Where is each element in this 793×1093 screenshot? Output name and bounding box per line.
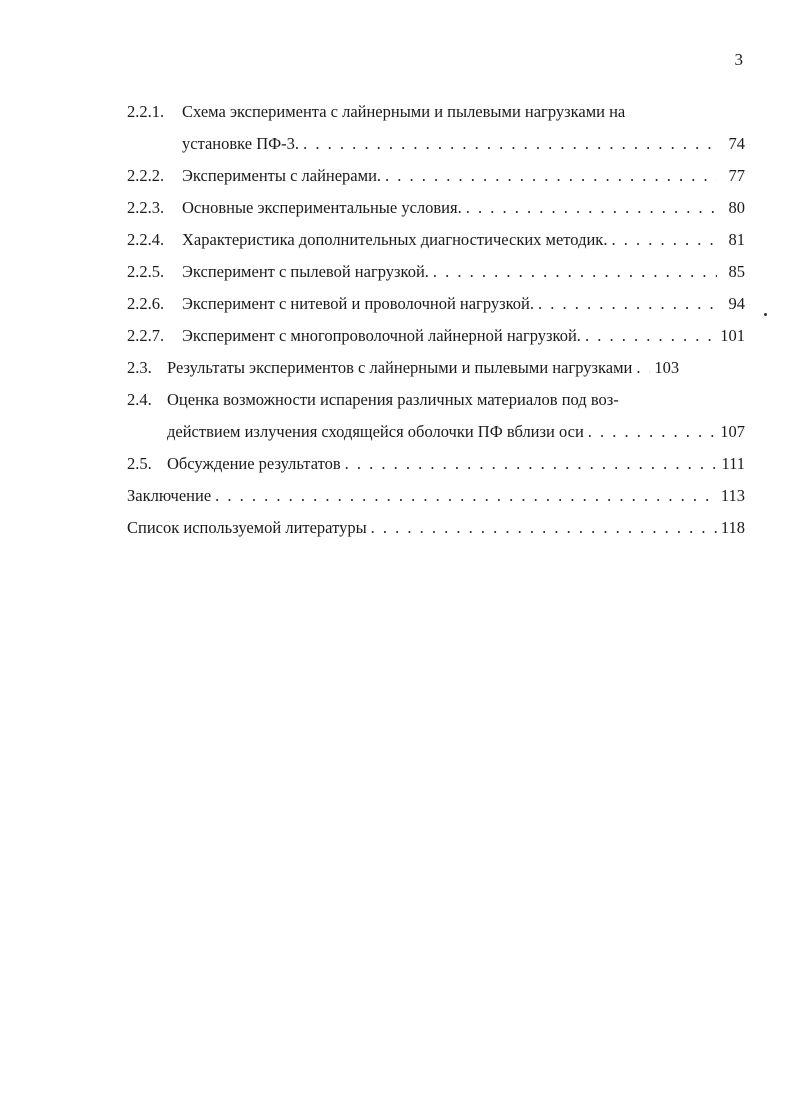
toc-entry-page: 118 xyxy=(720,518,745,537)
toc-entry-page: 94 xyxy=(728,294,745,313)
toc-entry-title: Эксперимент с нитевой и проволочной нагрузкой. xyxy=(182,294,535,313)
toc-entry-number: 2.5. xyxy=(127,454,152,473)
toc-entry-2-4[interactable] xyxy=(127,384,745,448)
toc-entry-page: 103 xyxy=(654,358,680,377)
dot-leader xyxy=(371,512,717,544)
dot-leader xyxy=(611,224,717,256)
toc-entry-title-line1: Оценка возможности испарения различных материалов под воз- xyxy=(167,390,619,409)
toc-entry-page: 85 xyxy=(728,262,745,281)
dot-leader xyxy=(345,448,717,480)
toc-entry-title: Эксперименты с лайнерами. xyxy=(182,166,382,185)
toc-entry-references[interactable] xyxy=(127,512,745,544)
toc-entry-2-2-4[interactable] xyxy=(127,224,745,256)
toc-entry-number: 2.2.2. xyxy=(127,166,165,185)
toc-entry-page: 80 xyxy=(728,198,745,217)
dot-leader xyxy=(636,352,650,384)
toc-entry-2-2-3[interactable] xyxy=(127,192,745,224)
toc-entry-number: 2.3. xyxy=(127,358,152,377)
toc-entry-number: 2.2.7. xyxy=(127,326,165,345)
toc-entry-2-2-2[interactable] xyxy=(127,160,745,192)
toc-entry-number: 2.2.4. xyxy=(127,230,165,249)
toc-entry-number: 2.4. xyxy=(127,390,152,409)
toc-entry-page: 107 xyxy=(720,422,745,441)
toc-entry-number: 2.2.1. xyxy=(127,102,165,121)
dot-leader xyxy=(538,288,717,320)
dot-leader xyxy=(585,320,716,352)
toc-entry-title: Эксперимент с пылевой нагрузкой. xyxy=(182,262,429,281)
scan-speck xyxy=(764,313,767,316)
toc-entry-conclusion[interactable] xyxy=(127,480,745,512)
toc-entry-page: 74 xyxy=(728,134,745,153)
table-of-contents xyxy=(127,96,745,544)
toc-entry-title: действием излучения сходящейся оболочки ПФ вблизи оси xyxy=(167,422,584,441)
toc-entry-number: 2.2.6. xyxy=(127,294,165,313)
toc-entry-2-2-6[interactable] xyxy=(127,288,745,320)
toc-entry-title: Характеристика дополнительных диагностических методик. xyxy=(182,230,608,249)
toc-entry-title-line1: Схема эксперимента с лайнерными и пылевыми нагрузками на xyxy=(182,102,626,121)
toc-entry-page: 113 xyxy=(720,486,745,505)
toc-entry-title: Заключение xyxy=(127,486,212,505)
toc-entry-2-3[interactable] xyxy=(127,352,745,384)
toc-entry-2-5[interactable] xyxy=(127,448,745,480)
dot-leader xyxy=(433,256,717,288)
toc-entry-page: 81 xyxy=(728,230,745,249)
toc-entry-number: 2.2.5. xyxy=(127,262,165,281)
toc-entry-title: Список используемой литературы xyxy=(127,518,367,537)
toc-entry-2-2-1[interactable] xyxy=(127,96,745,160)
toc-entry-page: 111 xyxy=(721,454,745,473)
toc-entry-page: 77 xyxy=(728,166,745,185)
toc-entry-title: Эксперимент с многопроволочной лайнерной нагрузкой. xyxy=(182,326,581,345)
dot-leader xyxy=(588,416,716,448)
dot-leader xyxy=(303,128,717,160)
toc-entry-number: 2.2.3. xyxy=(127,198,165,217)
toc-entry-title: установке ПФ-3. xyxy=(182,134,300,153)
dot-leader xyxy=(385,160,717,192)
dot-leader xyxy=(466,192,717,224)
toc-entry-2-2-7[interactable] xyxy=(127,320,745,352)
toc-entry-title: Основные экспериментальные условия. xyxy=(182,198,462,217)
page-number: 3 xyxy=(734,50,743,69)
toc-entry-title: Обсуждение результатов xyxy=(167,454,341,473)
toc-entry-title: Результаты экспериментов с лайнерными и пылевыми нагрузками xyxy=(167,358,633,377)
toc-entry-2-2-5[interactable] xyxy=(127,256,745,288)
toc-entry-page: 101 xyxy=(720,326,745,345)
dot-leader xyxy=(215,480,717,512)
